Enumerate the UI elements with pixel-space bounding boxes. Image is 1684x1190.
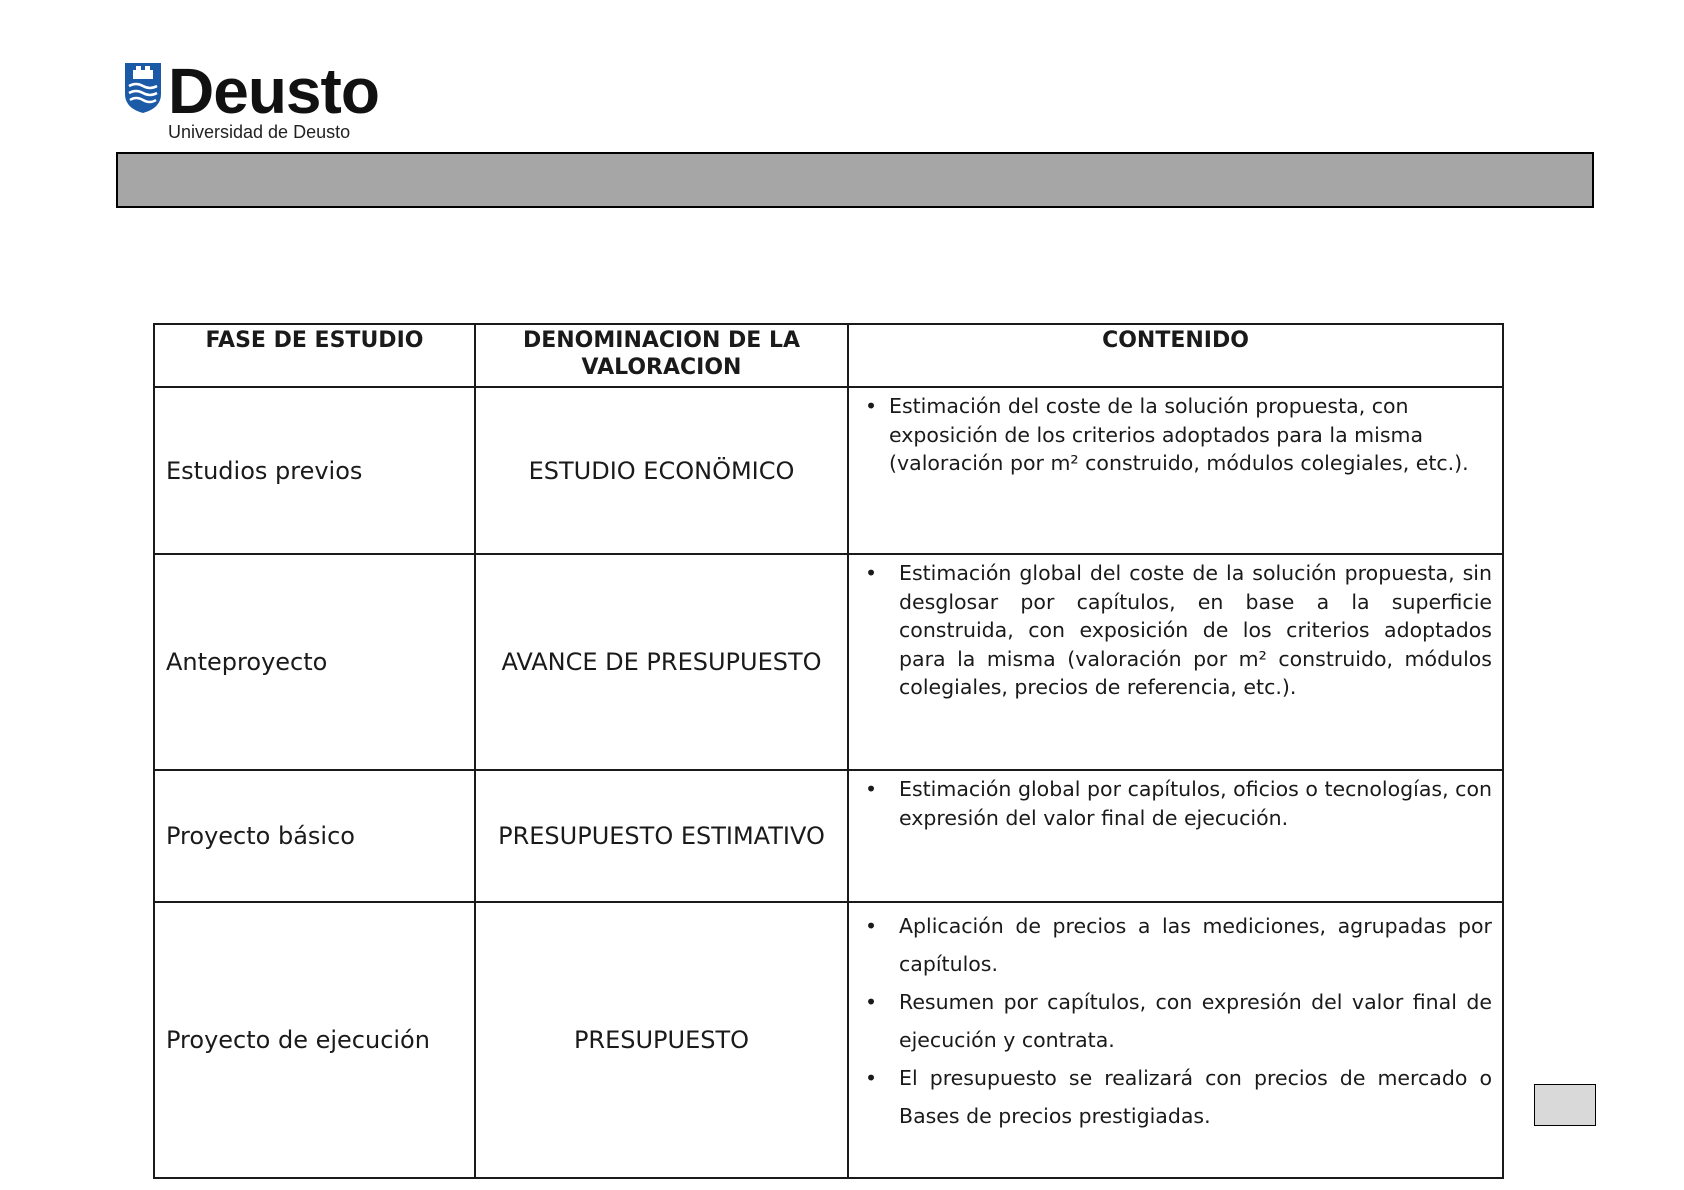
valuation-table xyxy=(153,323,1504,1179)
denomination-cell: AVANCE DE PRESUPUESTO xyxy=(475,554,848,770)
content-cell xyxy=(848,770,1503,902)
content-item: • Estimación global del coste de la solución propuesta, sin desglosar por capítulos, en base a la superficie construida, con exposición de los criterios adoptados para la misma (valoración por m² construido, módulos colegiales, precios de referencia, etc.). xyxy=(859,559,1492,702)
header-denominacion: DENOMINACION DE LA VALORACION xyxy=(475,324,848,387)
content-cell xyxy=(848,554,1503,770)
denomination-cell: ESTUDIO ECONÖMICO xyxy=(475,387,848,554)
page-number-box xyxy=(1534,1084,1596,1126)
content-item: • Aplicación de precios a las mediciones, agrupadas por capítulos. xyxy=(859,907,1492,983)
shield-icon xyxy=(124,62,162,114)
table-row xyxy=(154,387,1503,554)
table-row xyxy=(154,902,1503,1178)
header-contenido: CONTENIDO xyxy=(848,324,1503,387)
phase-cell: Estudios previos xyxy=(154,387,475,554)
phase-cell: Proyecto de ejecución xyxy=(154,902,475,1178)
logo-subtitle: Universidad de Deusto xyxy=(168,122,351,142)
header-bar xyxy=(116,152,1594,208)
table-row xyxy=(154,554,1503,770)
header-fase: FASE DE ESTUDIO xyxy=(154,324,475,387)
denomination-cell: PRESUPUESTO xyxy=(475,902,848,1178)
content-item: • Resumen por capítulos, con expresión del valor final de ejecución y contrata. xyxy=(859,983,1492,1059)
logo-wordmark: Deusto xyxy=(168,55,379,127)
table-header-row xyxy=(154,324,1503,387)
content-cell xyxy=(848,387,1503,554)
denomination-cell: PRESUPUESTO ESTIMATIVO xyxy=(475,770,848,902)
content-item: • Estimación del coste de la solución propuesta, con exposición de los criterios adoptados para la misma (valoración por m² construido, módulos colegiales, etc.). xyxy=(859,392,1492,478)
phase-cell: Anteproyecto xyxy=(154,554,475,770)
deusto-logo xyxy=(124,55,404,144)
content-item: • El presupuesto se realizará con precios de mercado o Bases de precios prestigiadas. xyxy=(859,1059,1492,1135)
phase-cell: Proyecto básico xyxy=(154,770,475,902)
content-item: • Estimación global por capítulos, oficios o tecnologías, con expresión del valor final de ejecución. xyxy=(859,775,1492,832)
table-row xyxy=(154,770,1503,902)
content-cell xyxy=(848,902,1503,1178)
